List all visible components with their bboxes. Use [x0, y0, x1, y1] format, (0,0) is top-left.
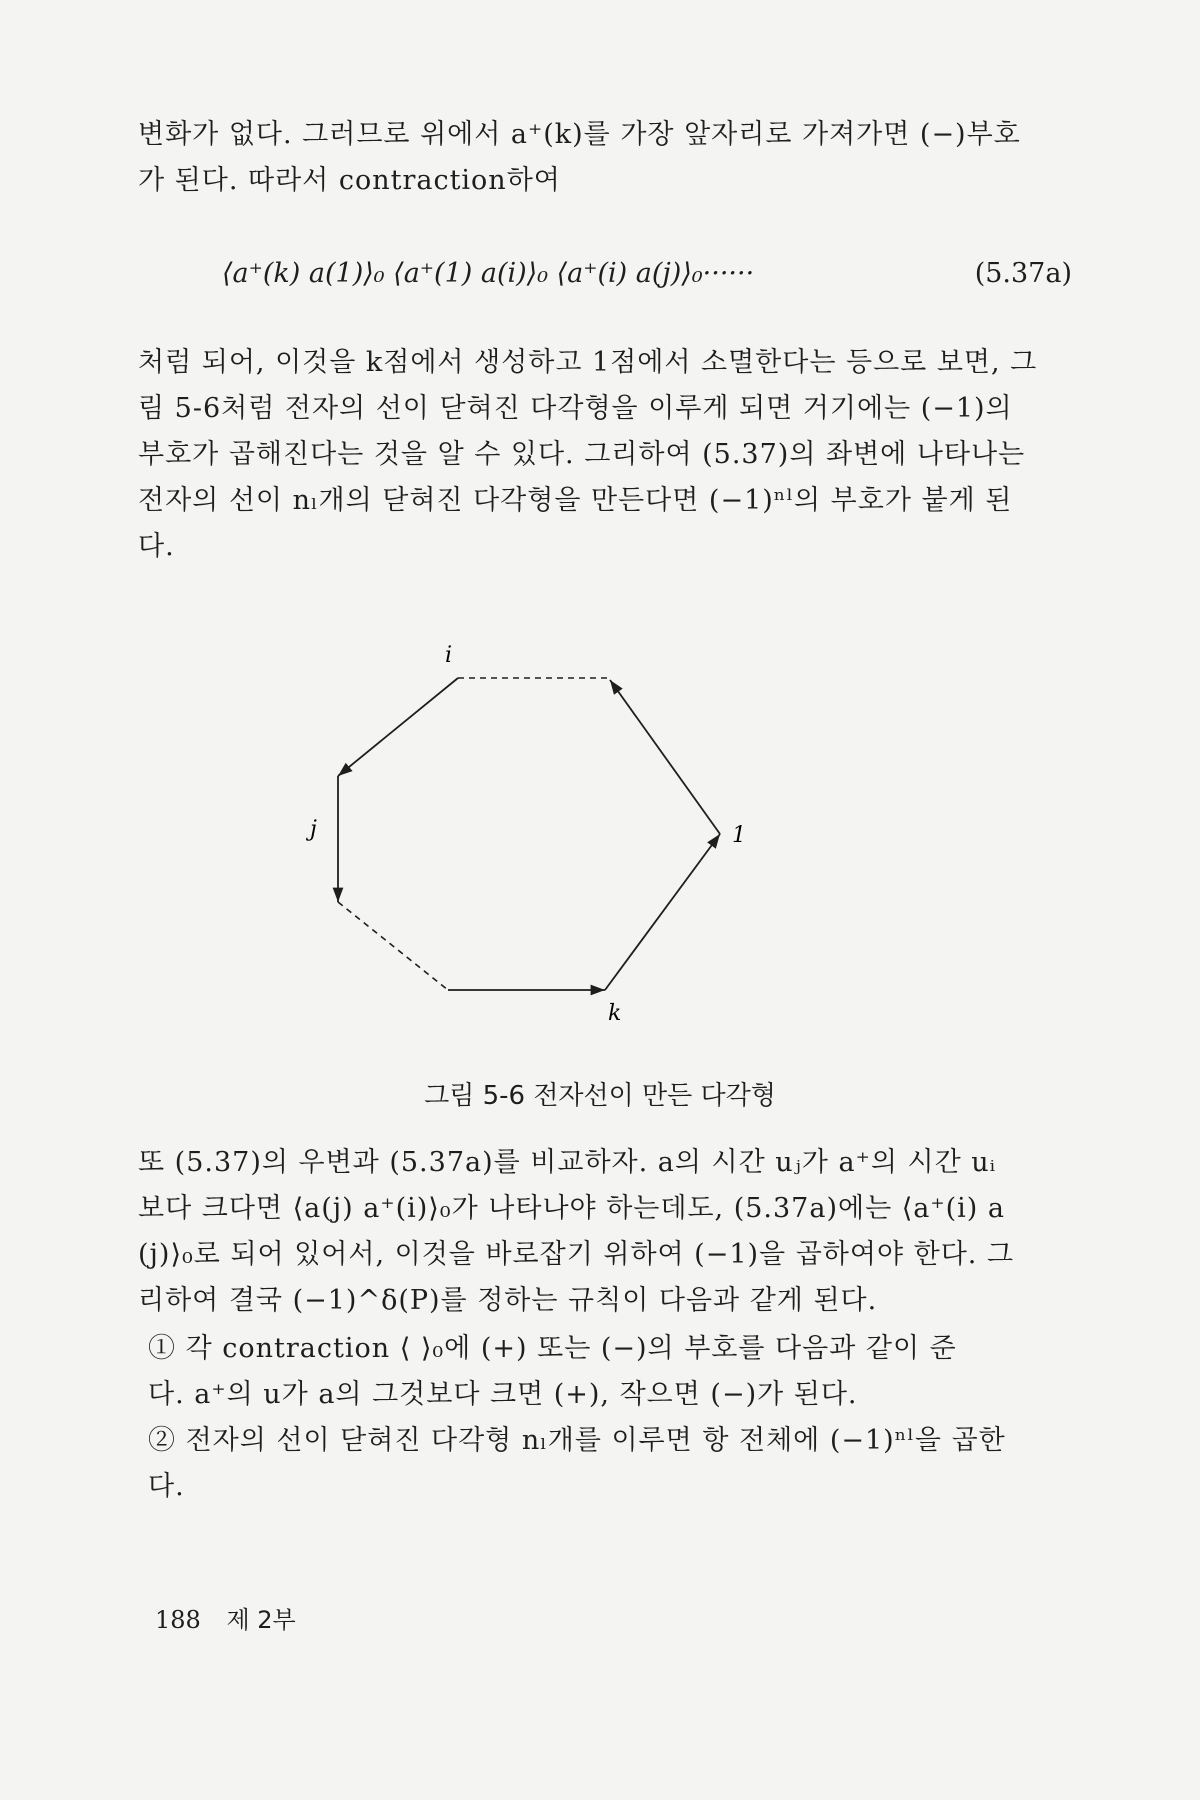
- vertex-label-i: i: [445, 643, 453, 668]
- text-line: 다. a⁺의 u가 a의 그것보다 크면 (+), 작으면 (−)가 된다.: [148, 1379, 858, 1410]
- paragraph-3: [138, 1140, 1078, 1324]
- arrow-edge-1-top: [610, 680, 720, 834]
- equation-body: ⟨a⁺(k) a(1)⟩₀ ⟨a⁺(1) a(i)⟩₀ ⟨a⁺(i) a(j)⟩₀······: [222, 258, 755, 289]
- text-line: 또 (5.37)의 우변과 (5.37a)를 비교하자. a의 시간 uⱼ가 a⁺의 시간 uᵢ: [138, 1147, 997, 1178]
- arrow-edge-i: [338, 678, 458, 776]
- paragraph-2: [138, 340, 1078, 570]
- text-line: 리하여 결국 (−1)^δ(P)를 정하는 규칙이 다음과 같게 된다.: [138, 1285, 878, 1316]
- text-line: 처럼 되어, 이것을 k점에서 생성하고 1점에서 소멸한다는 등으로 보면, 그: [138, 347, 1038, 378]
- paragraph-1: [138, 112, 1078, 204]
- polygon-figure: [300, 640, 820, 1060]
- text-line: 변화가 없다. 그러므로 위에서 a⁺(k)를 가장 앞자리로 가져가면 (−)부호: [138, 119, 1021, 150]
- text-line: 보다 크다면 ⟨a(j) a⁺(i)⟩₀가 나타나야 하는데도, (5.37a)에는 ⟨a⁺(i) a: [138, 1193, 1005, 1224]
- text-line: (j)⟩₀로 되어 있어서, 이것을 바로잡기 위하여 (−1)을 곱하여야 한다. 그: [138, 1239, 1015, 1270]
- page-footer: [155, 1600, 296, 1635]
- part-label: 제 2부: [226, 1606, 296, 1634]
- vertex-label-j: j: [310, 817, 317, 842]
- text-line: 전자의 선이 nₗ개의 닫혀진 다각형을 만든다면 (−1)ⁿˡ의 부호가 붙게 된: [138, 485, 1013, 516]
- dashed-edge-bottom: [338, 902, 448, 990]
- text-line: ② 전자의 선이 닫혀진 다각형 nₗ개를 이루면 항 전체에 (−1)ⁿˡ을 곱한: [148, 1425, 1006, 1456]
- rule-2: [148, 1418, 1088, 1510]
- rule-1: [148, 1326, 1088, 1418]
- text-line: 부호가 곱해진다는 것을 알 수 있다. 그리하여 (5.37)의 좌변에 나타나는: [138, 439, 1026, 470]
- figure-caption: 그림 5-6 전자선이 만든 다각형: [424, 1081, 776, 1111]
- text-line: 림 5-6처럼 전자의 선이 닫혀진 다각형을 이루게 되면 거기에는 (−1)의: [138, 393, 1013, 424]
- page-number: 188: [155, 1606, 201, 1634]
- text-line: ① 각 contraction ⟨ ⟩₀에 (+) 또는 (−)의 부호를 다음과 같이 준: [148, 1333, 957, 1364]
- vertex-label-1: 1: [732, 823, 746, 848]
- vertex-label-k: k: [608, 1001, 622, 1026]
- text-line: 다.: [138, 531, 175, 562]
- text-line: 가 된다. 따라서 contraction하여: [138, 165, 561, 196]
- text-line: 다.: [148, 1471, 185, 1502]
- equation-number: (5.37a): [974, 258, 1072, 289]
- arrow-edge-k-1: [605, 834, 720, 990]
- equation-5-37a: [222, 258, 1072, 289]
